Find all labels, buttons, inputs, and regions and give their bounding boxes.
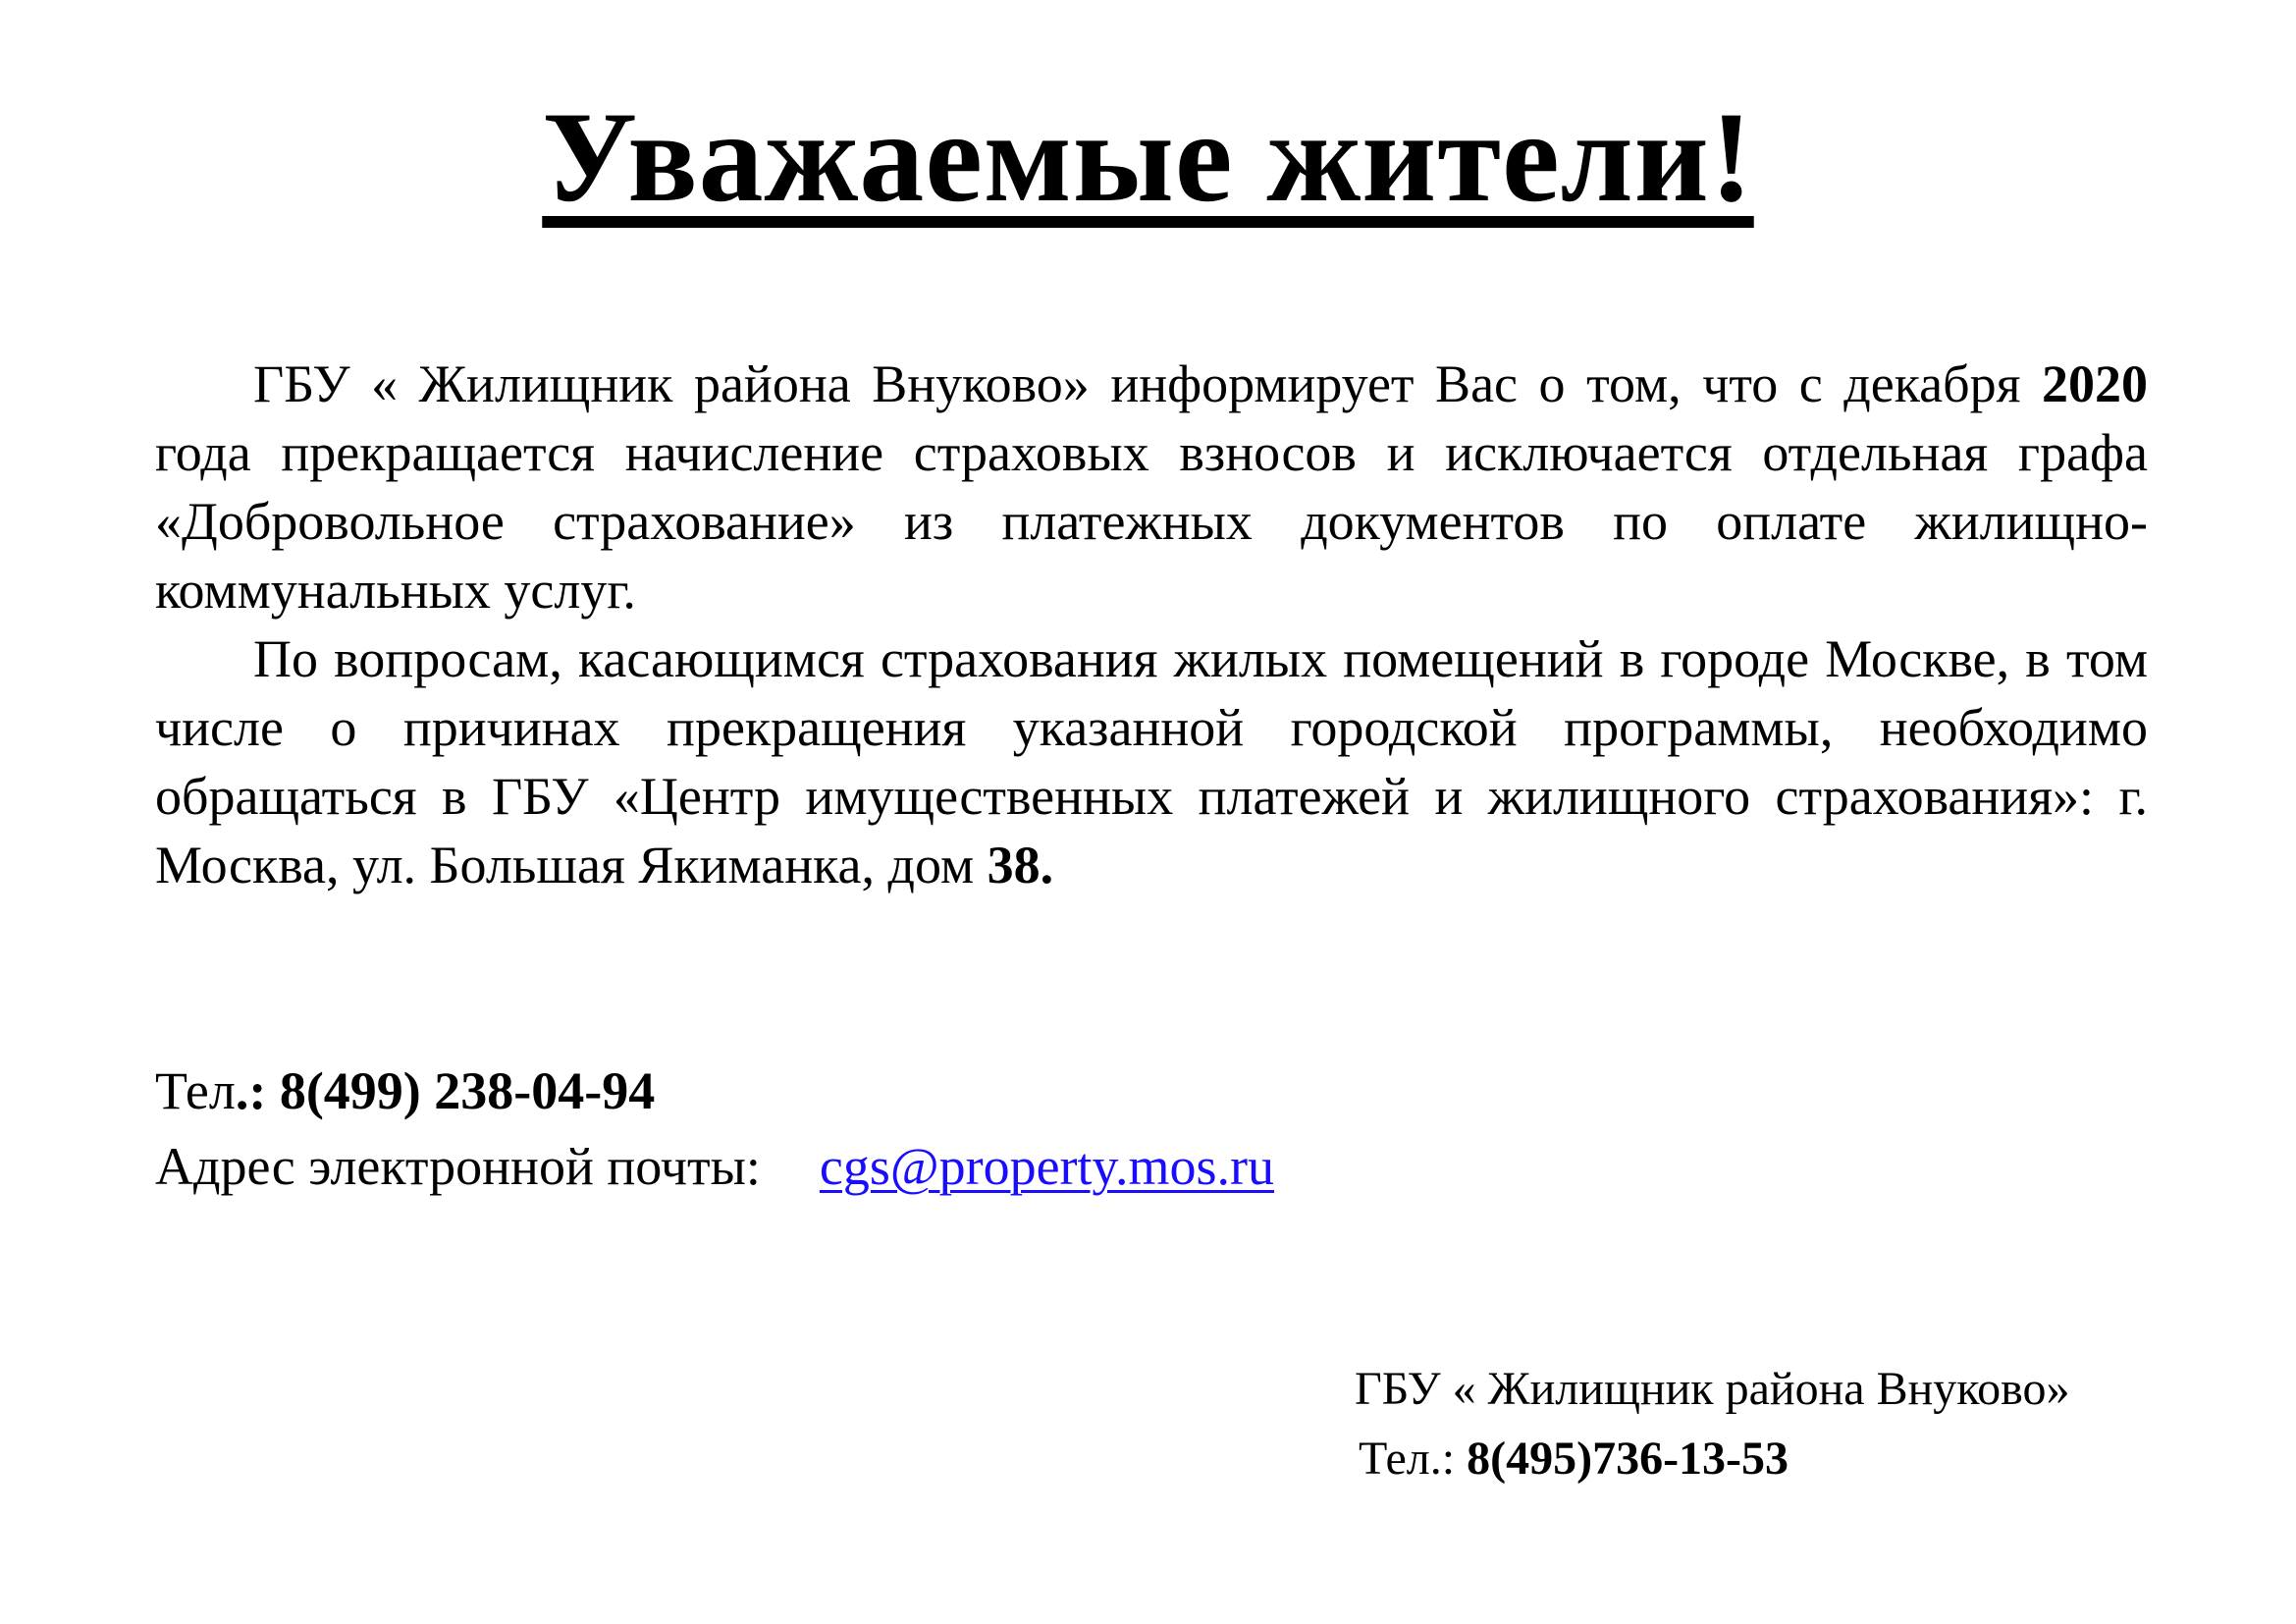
paragraph-1-text-start: ГБУ « Жилищник района Внуково» информирует Вас о том, что с декабря: [253, 354, 2042, 413]
paragraph-termination-notice: [155, 350, 2148, 624]
signature-phone-line: [1359, 1429, 2183, 1489]
paragraph-1-text-end: года прекращается начисление страховых взносов и исключается отдельная графа «Добровольное страхование» из платежных документов по оплате жилищно-коммунальных услуг.: [155, 423, 2148, 620]
page-title: Уважаемые жители!: [542, 84, 1754, 229]
phone-number: .: 8(499) 238-04-94: [235, 1061, 656, 1120]
signature-organization: ГБУ « Жилищник района Внуково»: [1355, 1363, 2070, 1415]
phone-label: Тел: [155, 1061, 236, 1120]
house-number: 38.: [987, 836, 1054, 894]
email-label: Адрес электронной почты:: [155, 1137, 761, 1196]
signature-phone-number: 8(495)736-13-53: [1467, 1433, 1789, 1485]
paragraph-2-text: По вопросам, касающимся страхования жилых помещений в городе Москве, в том числе о причинах прекращения указанной городской программы, необходимо обращаться в ГБУ «Центр имущественных платежей и жилищного страхования»: г. Москва, ул. Большая Якиманка, дом: [155, 629, 2148, 894]
title-container: [0, 84, 2296, 229]
email-line: [155, 1132, 1726, 1201]
phone-line: [155, 1056, 1726, 1125]
notice-body: [155, 350, 2148, 899]
paragraph-contact-info: [155, 624, 2148, 899]
email-link[interactable]: cgs@property.mos.ru: [819, 1137, 1275, 1196]
year-highlight: 2020: [2042, 354, 2148, 413]
signature-phone-label: Тел.:: [1359, 1433, 1468, 1485]
